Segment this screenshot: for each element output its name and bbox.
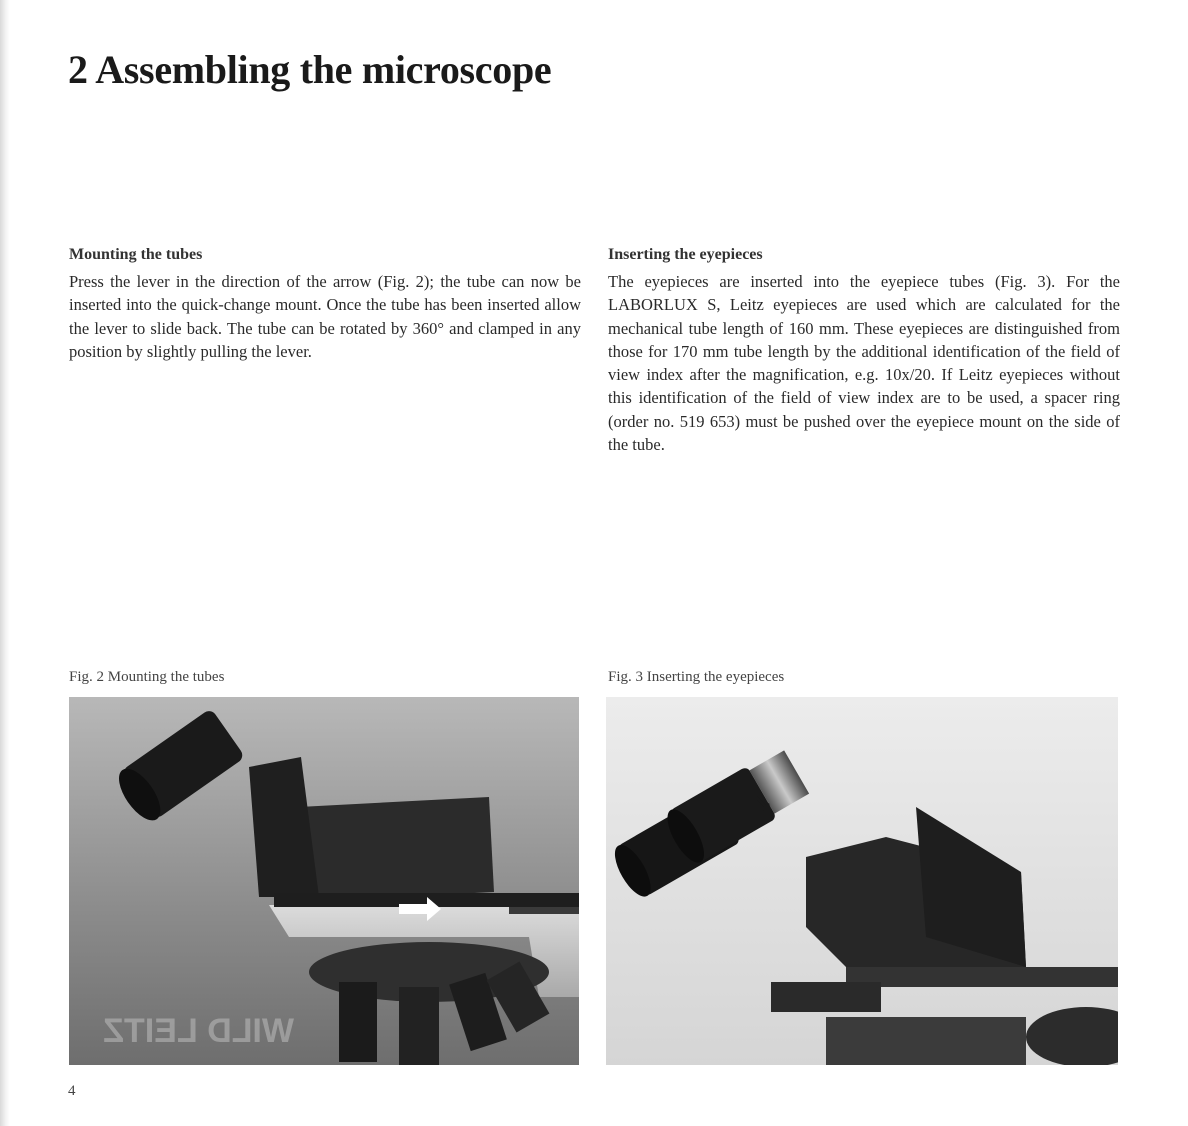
section-heading-eyepieces: Inserting the eyepieces — [608, 246, 763, 263]
page-title: 2 Assembling the microscope — [68, 47, 552, 92]
wild-leitz-watermark: WILD LEITZ — [103, 1012, 294, 1050]
section-inserting-eyepieces — [608, 246, 1120, 456]
microscope-tube-illustration — [69, 697, 579, 1065]
page-edge-shadow — [0, 0, 10, 1126]
section-mounting-tubes — [69, 246, 581, 363]
figure-3-caption: Fig. 3 Inserting the eyepieces — [608, 669, 785, 685]
page-number: 4 — [68, 1083, 76, 1099]
figure-2-photo — [69, 697, 579, 1065]
section-heading-mounting: Mounting the tubes — [69, 246, 203, 263]
section-body-mounting: Press the lever in the direction of the arrow (Fig. 2); the tube can now be inserted into the quick-change mount. Once the tube has been inserted allow the lever to slide back. The tube can be rotated by 360° and clamped in any position by slightly pulling the lever. — [69, 272, 581, 361]
microscope-eyepiece-illustration — [606, 697, 1118, 1065]
figure-2-caption: Fig. 2 Mounting the tubes — [69, 669, 225, 685]
figure-3-photo — [606, 697, 1118, 1065]
section-body-eyepieces: The eyepieces are inserted into the eyepiece tubes (Fig. 3). For the LABORLUX S, Leitz eyepieces are used which are calculated for the mechanical tube length of 160 mm. These eyepieces are distinguished from those for 170 mm tube length by the additional identification of the field of view index after the magnification, e.g. 10x/20. If Leitz eyepieces without this identification of the field of view index are to be used, a spacer ring (order no. 519 653) must be pushed over the eyepiece mount on the side of the tube. — [608, 272, 1120, 455]
